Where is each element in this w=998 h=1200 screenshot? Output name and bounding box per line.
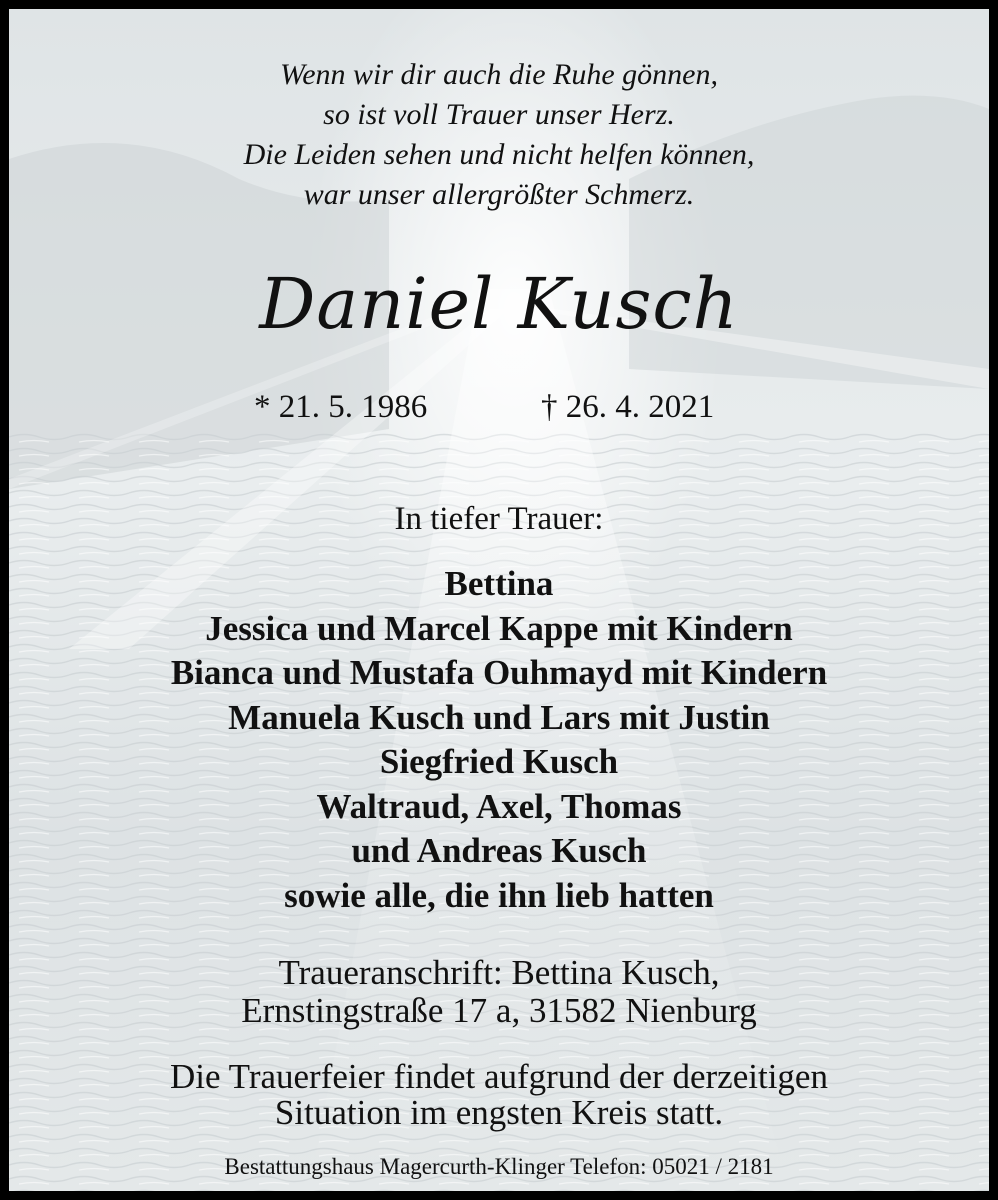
- mourner-line: sowie alle, die ihn lieb hatten: [284, 875, 714, 915]
- verse-line: Die Leiden sehen und nicht helfen können,: [243, 138, 755, 171]
- mourner-line: Siegfried Kusch: [379, 742, 619, 781]
- mourner-line: Manuela Kusch und Lars mit Justin: [228, 697, 770, 737]
- memorial-verse: [9, 55, 989, 215]
- funeral-notice: [9, 1059, 989, 1131]
- mourner-line: und Andreas Kusch: [351, 831, 647, 870]
- birth-date: * 21. 5. 1986: [254, 389, 428, 425]
- address-line: Traueranschrift: Bettina Kusch,: [278, 953, 720, 992]
- mourner-line: Waltraud, Axel, Thomas: [316, 786, 682, 826]
- notice-line: Die Trauerfeier findet aufgrund der derzeitigen: [170, 1057, 828, 1096]
- mourner-line: Bettina: [444, 564, 554, 603]
- obituary-content: [9, 9, 989, 1191]
- mourner-line: Bianca und Mustafa Ouhmayd mit Kindern: [170, 653, 828, 692]
- address-line: Ernstingstraße 17 a, 31582 Nienburg: [241, 991, 757, 1030]
- mourners-list: [9, 562, 989, 918]
- mourning-intro: In tiefer Trauer:: [394, 501, 604, 537]
- verse-line: war unser allergrößter Schmerz.: [303, 178, 695, 211]
- deceased-name: Daniel Kusch: [259, 263, 739, 345]
- death-date: † 26. 4. 2021: [541, 389, 715, 425]
- verse-line: Wenn wir dir auch die Ruhe gönnen,: [279, 58, 718, 91]
- notice-line: Situation im engsten Kreis statt.: [274, 1093, 724, 1132]
- verse-line: so ist voll Trauer unser Herz.: [323, 98, 675, 131]
- mourner-line: Jessica und Marcel Kappe mit Kindern: [205, 608, 793, 648]
- mourning-address: [9, 954, 989, 1030]
- funeral-home-footer: Bestattungshaus Magercurth-Klinger Telefon: 05021 / 2181: [224, 1154, 774, 1179]
- obituary-notice: [9, 9, 989, 1191]
